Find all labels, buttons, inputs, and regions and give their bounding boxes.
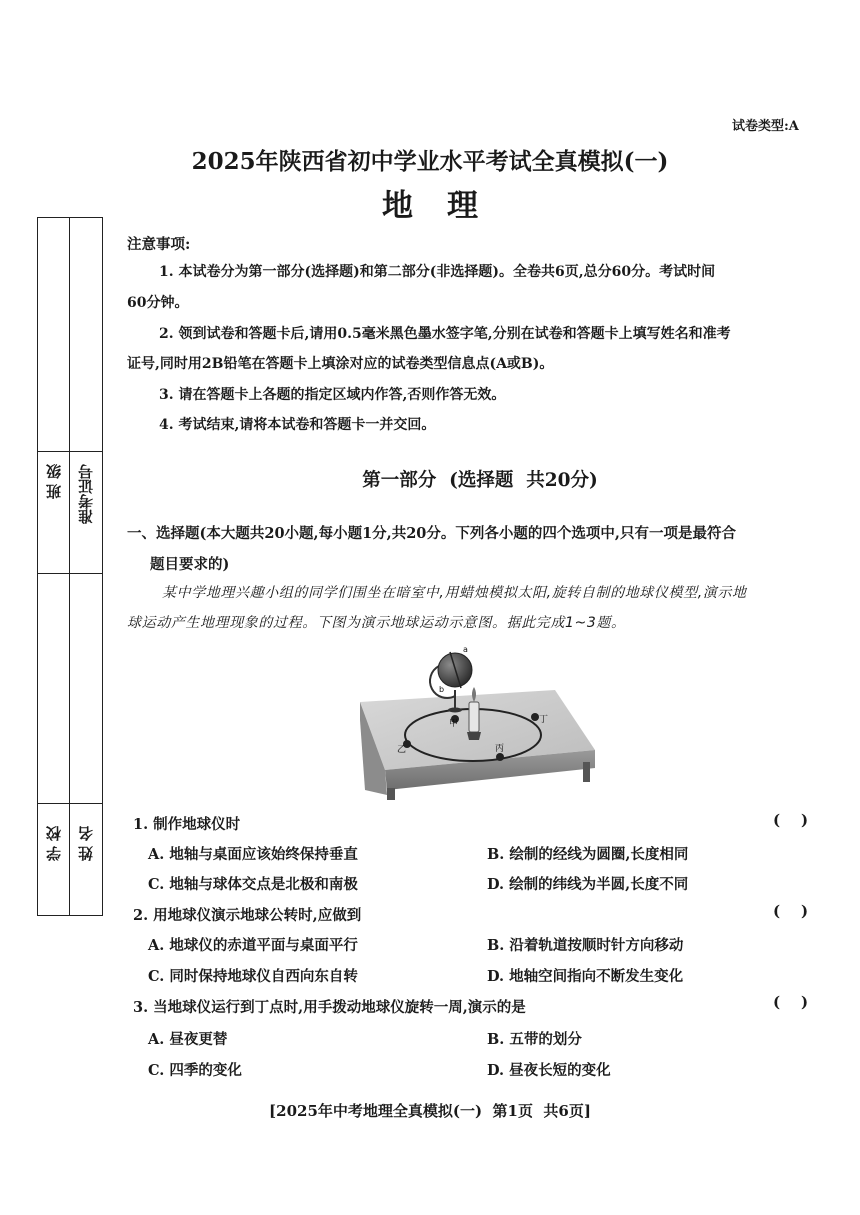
subject-title: 地理 — [382, 188, 512, 224]
question-3-option-a: A. 昼夜更替 — [148, 1031, 228, 1048]
school-field-label: 学 校 — [45, 826, 63, 862]
label-a: a — [463, 645, 468, 654]
label-b: b — [439, 685, 445, 694]
page-footer: [2025年中考地理全真模拟(一) 第1页 共6页] — [269, 1102, 591, 1120]
notice-item: 1. 本试卷分为第一部分(选择题)和第二部分(非选择题)。全卷共6页,总分60分。考试时间 — [159, 264, 716, 280]
question-stem: 某中学地理兴趣小组的同学们围坐在暗室中,用蜡烛模拟太阳,旋转自制的地球仪模型,演示地 — [162, 585, 747, 601]
question-1-option-c: C. 地轴与球体交点是北极和南极 — [148, 876, 358, 893]
earth-motion-figure — [355, 640, 600, 800]
question-1-option-d: D. 绘制的纬线为半圆,长度不同 — [487, 876, 689, 893]
exam-title: 2025年陕西省初中学业水平考试全真模拟(一) — [191, 148, 669, 175]
question-2-option-c: C. 同时保持地球仪自西向东自转 — [148, 968, 358, 985]
orbit-point-bing — [496, 753, 504, 761]
orbit-point-ding — [531, 713, 539, 721]
notice-item: 4. 考试结束,请将本试卷和答题卡一并交回。 — [159, 417, 436, 433]
question-2-option-d: D. 地轴空间指向不断发生变化 — [487, 968, 684, 985]
sidebar-divider — [69, 218, 70, 915]
name-field-label: 姓 名 — [77, 826, 95, 862]
notice-item: 3. 请在答题卡上各题的指定区域内作答,否则作答无效。 — [159, 387, 506, 403]
task-instruction: 题目要求的) — [150, 556, 230, 573]
class-field-label: 班 级 — [45, 464, 63, 500]
sidebar-divider — [38, 451, 102, 452]
notice-item: 证号,同时用2B铅笔在答题卡上填涂对应的试卷类型信息点(A或B)。 — [127, 356, 554, 372]
exam-type-label: 试卷类型:A — [732, 119, 799, 134]
label-jia: 甲 — [449, 719, 459, 729]
answer-blank: ( ) — [773, 811, 809, 829]
label-ding: 丁 — [539, 715, 549, 725]
sidebar-divider — [38, 573, 102, 574]
question-3-stem: 3. 当地球仪运行到丁点时,用手拨动地球仪旋转一周,演示的是 — [133, 999, 526, 1016]
question-2-option-a: A. 地球仪的赤道平面与桌面平行 — [148, 937, 358, 954]
question-3-option-d: D. 昼夜长短的变化 — [487, 1062, 611, 1079]
question-1-stem: 1. 制作地球仪时 — [133, 816, 241, 833]
task-instruction: 一、选择题(本大题共20小题,每小题1分,共20分。下列各小题的四个选项中,只有一项是最符合 — [127, 525, 736, 542]
notice-item: 60分钟。 — [127, 295, 189, 311]
question-3-option-c: C. 四季的变化 — [148, 1062, 242, 1079]
notice-item: 2. 领到试卷和答题卡后,请用0.5毫米黑色墨水签字笔,分别在试卷和答题卡上填写姓名和准考 — [159, 326, 731, 342]
notice-heading: 注意事项: — [127, 236, 191, 253]
question-2-option-b: B. 沿着轨道按顺时针方向移动 — [487, 937, 684, 954]
answer-blank: ( ) — [773, 993, 809, 1011]
binding-info-sidebar — [37, 217, 103, 916]
question-1-option-b: B. 绘制的经线为圆圈,长度相同 — [487, 846, 689, 863]
exam-id-field-label: 准考证号 — [77, 464, 95, 524]
section-title: 第一部分 (选择题 共20分) — [362, 470, 598, 491]
question-stem: 球运动产生地理现象的过程。下图为演示地球运动示意图。据此完成1~3题。 — [127, 615, 626, 631]
question-2-stem: 2. 用地球仪演示地球公转时,应做到 — [133, 907, 362, 924]
question-3-option-b: B. 五带的划分 — [487, 1031, 582, 1048]
candle — [469, 702, 479, 732]
label-bing: 丙 — [495, 744, 505, 754]
sidebar-divider — [38, 803, 102, 804]
earth-motion-diagram — [355, 640, 600, 800]
label-yi: 乙 — [397, 745, 407, 755]
answer-blank: ( ) — [773, 902, 809, 920]
question-1-option-a: A. 地轴与桌面应该始终保持垂直 — [148, 846, 358, 863]
